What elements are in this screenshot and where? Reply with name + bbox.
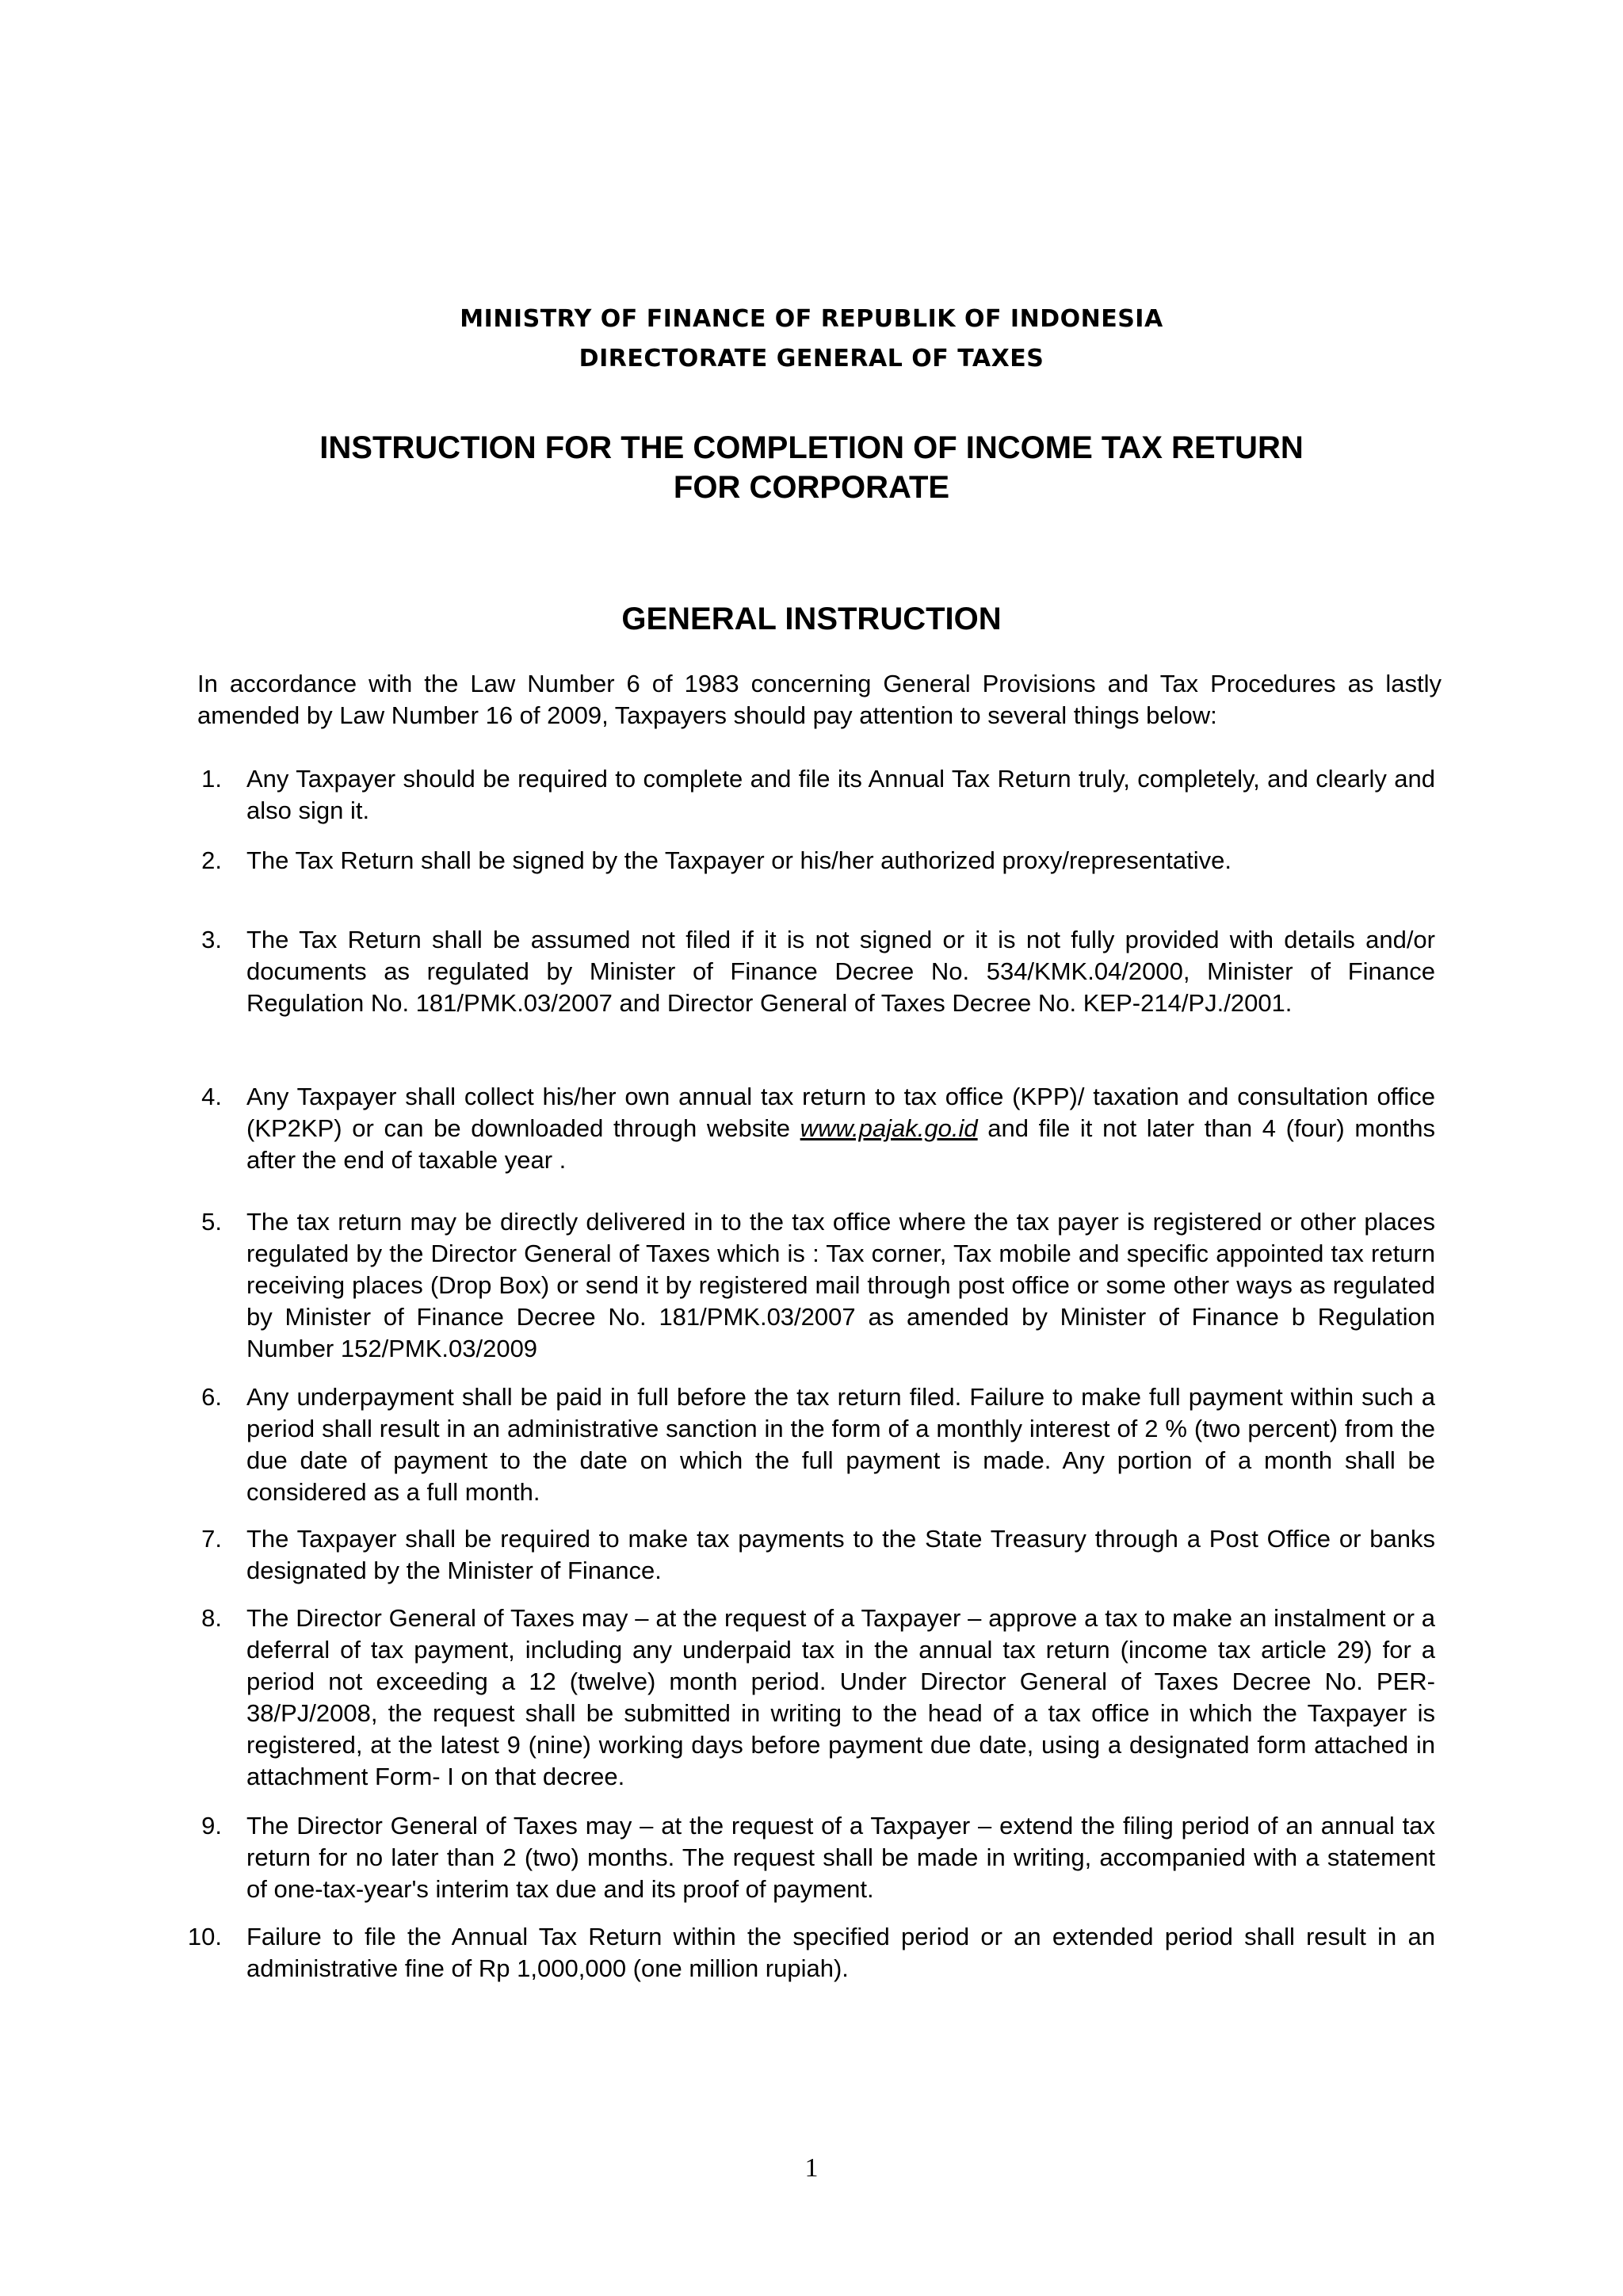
list-item-number: 10. <box>187 1923 222 1950</box>
list-item-text: The Director General of Taxes may – at the request of a Taxpayer – extend the filing period of an annual tax return for no later than 2 (two) months. The request shall be made in writing, accompanied with a statement of one-tax-year's interim tax due and its proof of payment. <box>246 1812 1435 1903</box>
document-header <box>0 300 1623 379</box>
section-heading: GENERAL INSTRUCTION <box>621 602 1002 636</box>
list-item-number: 7. <box>201 1525 222 1553</box>
list-item-number: 6. <box>201 1383 222 1411</box>
list-item-text: The Taxpayer shall be required to make tax payments to the State Treasury through a Post Office or banks designated by the Minister of Finance. <box>246 1525 1435 1584</box>
list-item-number: 8. <box>201 1604 222 1632</box>
list-item-number: 2. <box>201 846 222 874</box>
directorate-name: DIRECTORATE GENERAL OF TAXES <box>579 345 1044 372</box>
page-number: 1 <box>804 2153 819 2183</box>
ministry-name: MINISTRY OF FINANCE OF REPUBLIK OF INDONESIA <box>460 305 1163 333</box>
list-item-text: The Tax Return shall be assumed not filed if it is not signed or it is not fully provided with details and/or documents as regulated by Minister of Finance Decree No. 534/KMK.04/2000, Minister of Finance Regulation No. 181/PMK.03/2007 and Director General of Taxes Decree No. KEP-214/PJ./2001. <box>246 926 1435 1017</box>
list-item-number: 9. <box>201 1812 222 1839</box>
list-item-text: The tax return may be directly delivered in to the tax office where the tax payer is registered or other places regulated by the Director General of Taxes which is : Tax corner, Tax mobile and specific appointed tax return receiving places (Drop Box) or send it by registered mail through post office or some other ways as regulated by Minister of Finance Decree No. 181/PMK.03/2007 as amended by Minister of Finance b Regulation Number 152/PMK.03/2009 <box>246 1208 1435 1362</box>
list-item-text-part: Any Taxpayer shall collect his/her own annual tax return to tax office (KPP)/ taxation and consultation office (KP2KP) or can be downloaded through website <box>246 1083 1435 1142</box>
list-item-text: Failure to file the Annual Tax Return within the specified period or an extended period shall result in an administrative fine of Rp 1,000,000 (one million rupiah). <box>246 1923 1435 1982</box>
list-item-text <box>246 1081 1435 1176</box>
list-item-text: Any Taxpayer should be required to complete and file its Annual Tax Return truly, completely, and clearly and also sign it. <box>246 765 1435 824</box>
intro-paragraph: In accordance with the Law Number 6 of 1983 concerning General Provisions and Tax Procedures as lastly amended by Law Number 16 of 2009, Taxpayers should pay attention to several things below: <box>197 670 1442 729</box>
list-item-number: 4. <box>201 1083 222 1110</box>
document-title <box>0 428 1623 507</box>
list-item-number: 5. <box>201 1208 222 1236</box>
list-item-text: The Tax Return shall be signed by the Taxpayer or his/her authorized proxy/representative. <box>246 846 1232 874</box>
title-line-1: INSTRUCTION FOR THE COMPLETION OF INCOME TAX RETURN <box>319 430 1304 465</box>
list-item-number: 3. <box>201 926 222 953</box>
list-item-number: 1. <box>201 765 222 793</box>
list-item-text: Any underpayment shall be paid in full before the tax return filed. Failure to make full payment within such a period shall result in an administrative sanction in the form of a monthly interest of 2 % (two percent) from the due date of payment to the date on which the full payment is made. Any portion of a month shall be considered as a full month. <box>246 1383 1435 1506</box>
website-link[interactable]: www.pajak.go.id <box>800 1114 978 1142</box>
list-item-text: The Director General of Taxes may – at the request of a Taxpayer – approve a tax to make an instalment or a deferral of tax payment, including any underpaid tax in the annual tax return (income tax article 29) for a period not exceeding a 12 (twelve) month period. Under Director General of Taxes Decree No. PER-38/PJ/2008, the request shall be submitted in writing to the head of a tax office in which the Taxpayer is registered, at the latest 9 (nine) working days before payment due date, using a designated form attached in attachment Form- I on that decree. <box>246 1604 1435 1790</box>
title-line-2: FOR CORPORATE <box>673 470 950 505</box>
list-item-text-part: and file it not later than 4 (four) months after the end of taxable year . <box>246 1114 1435 1174</box>
